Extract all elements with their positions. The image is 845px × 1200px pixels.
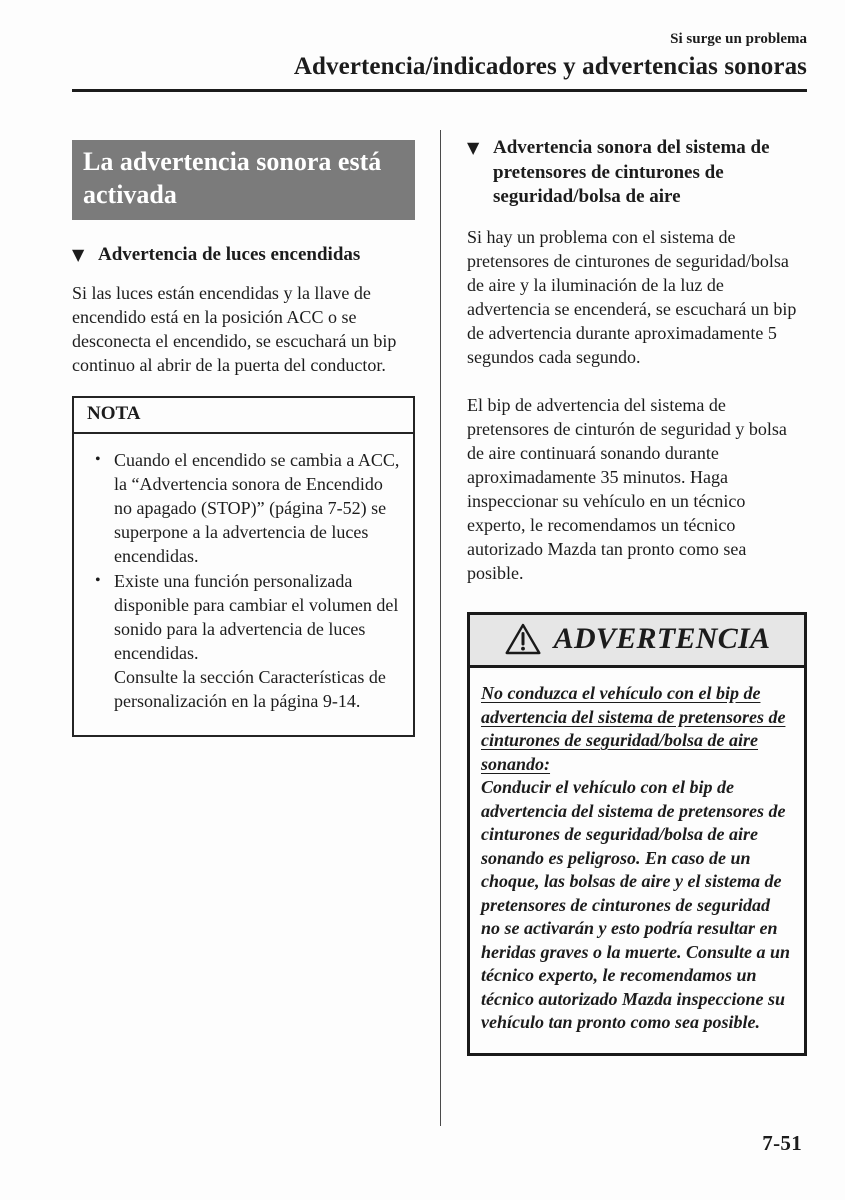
right-column (467, 134, 807, 1056)
lights-warning-paragraph: Si las luces están encendidas y la llave de encendido está en la posición ACC o se desconecta el encendido, se escuchará un bip continuo al abrir de la puerta del conductor. (72, 282, 397, 375)
section-title: La advertencia sonora está activada (83, 147, 382, 210)
note-bullet-list (74, 448, 413, 713)
bullet-icon: • (95, 571, 101, 589)
header-rule (72, 89, 807, 92)
chapter-label: Si surge un problema (670, 31, 807, 47)
triangle-marker-icon: ▼ (72, 245, 85, 265)
pretensioner-paragraph-2: El bip de advertencia del sistema de pretensores de cinturón de seguridad y bolsa de aire continuará sonando durante aproximadamente 35 minutos. Haga inspeccionar su vehículo en un técnico experto, le recomendamos un técnico autorizado Mazda tan pronto como sea posible. (467, 395, 787, 584)
warning-body-text: Conducir el vehículo con el bip de advertencia del sistema de pretensores de cinturones de seguridad/​bolsa de aire sonando es peligroso. En caso de un choque, las bolsas de aire y el sistema de pretensores de cinturones de seguridad no se activarán y esto podría resultar en heridas graves o la muerte. Consulte a un técnico experto, le recomendamos un técnico autorizado Mazda inspeccione su vehículo tan pronto como sea posible. (481, 777, 791, 1033)
pretensioner-paragraph-1: Si hay un problema con el sistema de pretensores de cinturones de seguridad/​bolsa de aire y la iluminación de la luz de advertencia se encenderá, se escuchará un bip de advertencia durante aproximadamente 5 segundos cada segundo. (467, 227, 797, 368)
note-label: NOTA (74, 398, 413, 434)
subheading-label: Advertencia de luces encendidas (98, 244, 361, 266)
triangle-marker-icon: ▼ (467, 138, 480, 157)
note-bullet-item (95, 569, 405, 713)
column-divider (440, 130, 441, 1126)
subheading-lights-warning (72, 243, 415, 268)
warning-header (470, 615, 804, 668)
warning-label: ADVERTENCIA (553, 622, 771, 656)
bullet-icon: • (95, 450, 101, 468)
subheading-pretensioner-warning (467, 136, 807, 210)
warning-triangle-icon (504, 622, 542, 656)
note-bullet-text: Existe una función personalizada disponible para cambiar el volumen del sonido para la advertencia de luces encendidas. Consulte la sección Características de personalización en la página 9-14. (114, 570, 399, 711)
note-bullet-text: Cuando el encendido se cambia a ACC, la “Advertencia sonora de Encendido no apagado (STOP)” (página 7-52) se superpone a la advertencia de luces encendidas. (114, 449, 400, 566)
subheading-label: Advertencia sonora del sistema de pretensores de cinturones de seguridad/​bolsa de aire (493, 137, 770, 208)
page-number: 7-51 (762, 1131, 802, 1155)
note-box (72, 396, 415, 737)
warning-lead-text: No conduzca el vehículo con el bip de advertencia del sistema de pretensores de cinturones de seguridad/​bolsa de aire sonando: (481, 683, 786, 774)
warning-body (470, 668, 804, 1053)
left-column (72, 134, 415, 737)
warning-box (467, 612, 807, 1056)
page-title: Advertencia/​indicadores y advertencias sonoras (293, 52, 807, 80)
note-bullet-item (95, 448, 405, 568)
two-column-layout (72, 134, 807, 1126)
section-title-box (72, 140, 415, 220)
page-header (72, 30, 807, 92)
